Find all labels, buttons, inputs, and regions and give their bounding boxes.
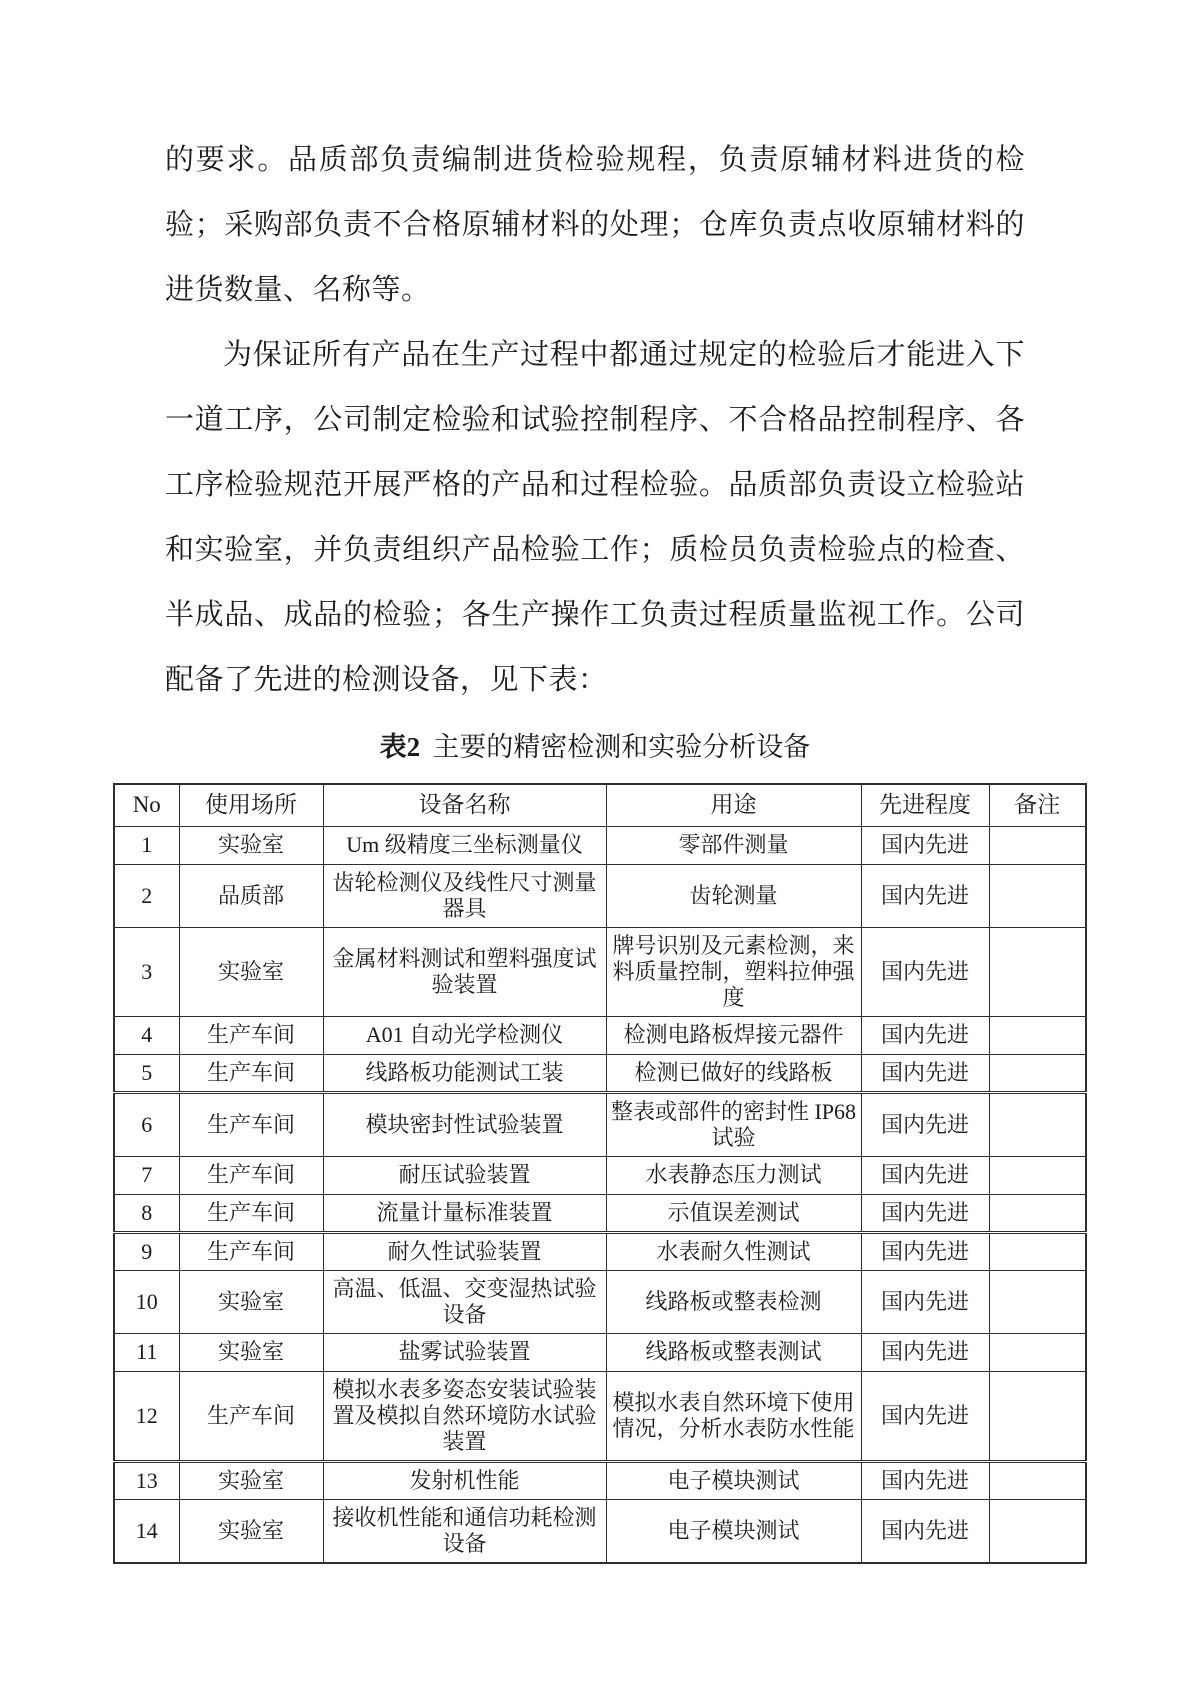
table-cell: 6 <box>114 1092 179 1156</box>
table-row <box>114 1156 1086 1194</box>
table-cell: 实验室 <box>179 927 323 1016</box>
table-cell: 国内先进 <box>861 1371 989 1461</box>
paragraph-continuation: 的要求。品质部负责编制进货检验规程，负责原辅材料进货的检验；采购部负责不合格原辅材料的处理；仓库负责点收原辅材料的进货数量、名称等。 <box>165 144 1025 306</box>
table-row <box>114 1270 1086 1333</box>
table-cell: 模拟水表自然环境下使用情况，分析水表防水性能 <box>606 1371 861 1461</box>
table-cell: 生产车间 <box>179 1232 323 1270</box>
table-cell: 水表耐久性测试 <box>606 1232 861 1270</box>
table-cell: 实验室 <box>179 1499 323 1563</box>
column-header: 先进程度 <box>861 784 989 826</box>
table-cell: 生产车间 <box>179 1156 323 1194</box>
table-cell: 国内先进 <box>861 1016 989 1054</box>
table-cell <box>989 927 1086 1016</box>
table-cell: 水表静态压力测试 <box>606 1156 861 1194</box>
table-cell: 10 <box>114 1270 179 1333</box>
table-cell <box>989 1371 1086 1461</box>
table-cell: 齿轮检测仪及线性尺寸测量器具 <box>323 864 606 927</box>
table-cell: 国内先进 <box>861 1333 989 1371</box>
table-cell: A01 自动光学检测仪 <box>323 1016 606 1054</box>
table-caption-title: 主要的精密检测和实验分析设备 <box>432 732 811 762</box>
table-cell: 盐雾试验装置 <box>323 1333 606 1371</box>
table-cell: 11 <box>114 1333 179 1371</box>
table-cell: 5 <box>114 1054 179 1092</box>
table-cell: 国内先进 <box>861 1092 989 1156</box>
table-row <box>114 1499 1086 1563</box>
equipment-table <box>113 783 1087 1564</box>
column-header: 用途 <box>606 784 861 826</box>
table-cell: 模拟水表多姿态安装试验装置及模拟自然环境防水试验装置 <box>323 1371 606 1461</box>
table-cell: 生产车间 <box>179 1092 323 1156</box>
table-cell: 1 <box>114 826 179 864</box>
table-cell <box>989 1333 1086 1371</box>
table-row <box>114 864 1086 927</box>
table-cell <box>989 1270 1086 1333</box>
table-cell <box>989 1194 1086 1232</box>
table-cell <box>989 1232 1086 1270</box>
table-cell: 耐压试验装置 <box>323 1156 606 1194</box>
table-cell: 线路板或整表检测 <box>606 1270 861 1333</box>
table-cell: 国内先进 <box>861 826 989 864</box>
body-text-block <box>165 0 1025 713</box>
table-cell: 高温、低温、交变湿热试验设备 <box>323 1270 606 1333</box>
table-row <box>114 1371 1086 1461</box>
table-cell: 品质部 <box>179 864 323 927</box>
table-cell: 12 <box>114 1371 179 1461</box>
table-cell: 线路板功能测试工装 <box>323 1054 606 1092</box>
table-header-row <box>114 784 1086 826</box>
table-cell: 生产车间 <box>179 1371 323 1461</box>
table-cell: 电子模块测试 <box>606 1499 861 1563</box>
table-cell: 模块密封性试验装置 <box>323 1092 606 1156</box>
table-caption-number: 表2 <box>379 732 421 762</box>
table-row <box>114 1333 1086 1371</box>
table-cell: 整表或部件的密封性 IP68 试验 <box>606 1092 861 1156</box>
table-row <box>114 1016 1086 1054</box>
table-cell: 生产车间 <box>179 1194 323 1232</box>
table-cell: 国内先进 <box>861 1232 989 1270</box>
table-caption <box>0 727 1190 767</box>
table-cell: 国内先进 <box>861 927 989 1016</box>
table-cell: 国内先进 <box>861 1194 989 1232</box>
table-cell <box>989 826 1086 864</box>
table-cell: 耐久性试验装置 <box>323 1232 606 1270</box>
table-cell: 2 <box>114 864 179 927</box>
table-cell <box>989 1016 1086 1054</box>
table-row <box>114 1461 1086 1499</box>
column-header: 备注 <box>989 784 1086 826</box>
table-cell: 国内先进 <box>861 1461 989 1499</box>
table-row <box>114 1092 1086 1156</box>
table-cell <box>989 1461 1086 1499</box>
table-cell: 国内先进 <box>861 1270 989 1333</box>
table-cell: Um 级精度三坐标测量仪 <box>323 826 606 864</box>
table-cell: 检测已做好的线路板 <box>606 1054 861 1092</box>
table-cell <box>989 1499 1086 1563</box>
paragraph-inspection-process: 为保证所有产品在生产过程中都通过规定的检验后才能进入下一道工序，公司制定检验和试验控制程序、不合格品控制程序、各工序检验规范开展严格的产品和过程检验。品质部负责设立检验站和实验室，并负责组织产品检验工作；质检员负责检验点的检查、半成品、成品的检验；各生产操作工负责过程质量监视工作。公司配备了先进的检测设备，见下表： <box>165 339 1025 696</box>
table-cell: 14 <box>114 1499 179 1563</box>
table-cell <box>989 1092 1086 1156</box>
table-cell: 金属材料测试和塑料强度试验装置 <box>323 927 606 1016</box>
column-header: 设备名称 <box>323 784 606 826</box>
table-cell: 线路板或整表测试 <box>606 1333 861 1371</box>
table-cell: 牌号识别及元素检测，来料质量控制，塑料拉伸强度 <box>606 927 861 1016</box>
table-cell: 8 <box>114 1194 179 1232</box>
table-cell: 示值误差测试 <box>606 1194 861 1232</box>
table-cell: 流量计量标准装置 <box>323 1194 606 1232</box>
table-cell: 检测电路板焊接元器件 <box>606 1016 861 1054</box>
column-header: 使用场所 <box>179 784 323 826</box>
column-header: No <box>114 784 179 826</box>
table-cell: 7 <box>114 1156 179 1194</box>
table-cell: 齿轮测量 <box>606 864 861 927</box>
table-cell: 生产车间 <box>179 1054 323 1092</box>
table-cell: 国内先进 <box>861 1054 989 1092</box>
table-cell: 13 <box>114 1461 179 1499</box>
table-cell: 3 <box>114 927 179 1016</box>
table-cell: 实验室 <box>179 826 323 864</box>
table-cell <box>989 1156 1086 1194</box>
table-cell: 实验室 <box>179 1333 323 1371</box>
table-row <box>114 1194 1086 1232</box>
table-cell <box>989 864 1086 927</box>
table-body <box>114 826 1086 1563</box>
table-cell: 国内先进 <box>861 1499 989 1563</box>
table-cell: 9 <box>114 1232 179 1270</box>
table-cell: 实验室 <box>179 1461 323 1499</box>
table-cell <box>989 1054 1086 1092</box>
table-cell: 实验室 <box>179 1270 323 1333</box>
table-cell: 国内先进 <box>861 864 989 927</box>
table-cell: 生产车间 <box>179 1016 323 1054</box>
table-row <box>114 826 1086 864</box>
table-cell: 发射机性能 <box>323 1461 606 1499</box>
table-cell: 4 <box>114 1016 179 1054</box>
table-row <box>114 927 1086 1016</box>
table-row <box>114 1232 1086 1270</box>
table-cell: 零部件测量 <box>606 826 861 864</box>
table-cell: 电子模块测试 <box>606 1461 861 1499</box>
table-cell: 国内先进 <box>861 1156 989 1194</box>
table-row <box>114 1054 1086 1092</box>
table-cell: 接收机性能和通信功耗检测设备 <box>323 1499 606 1563</box>
